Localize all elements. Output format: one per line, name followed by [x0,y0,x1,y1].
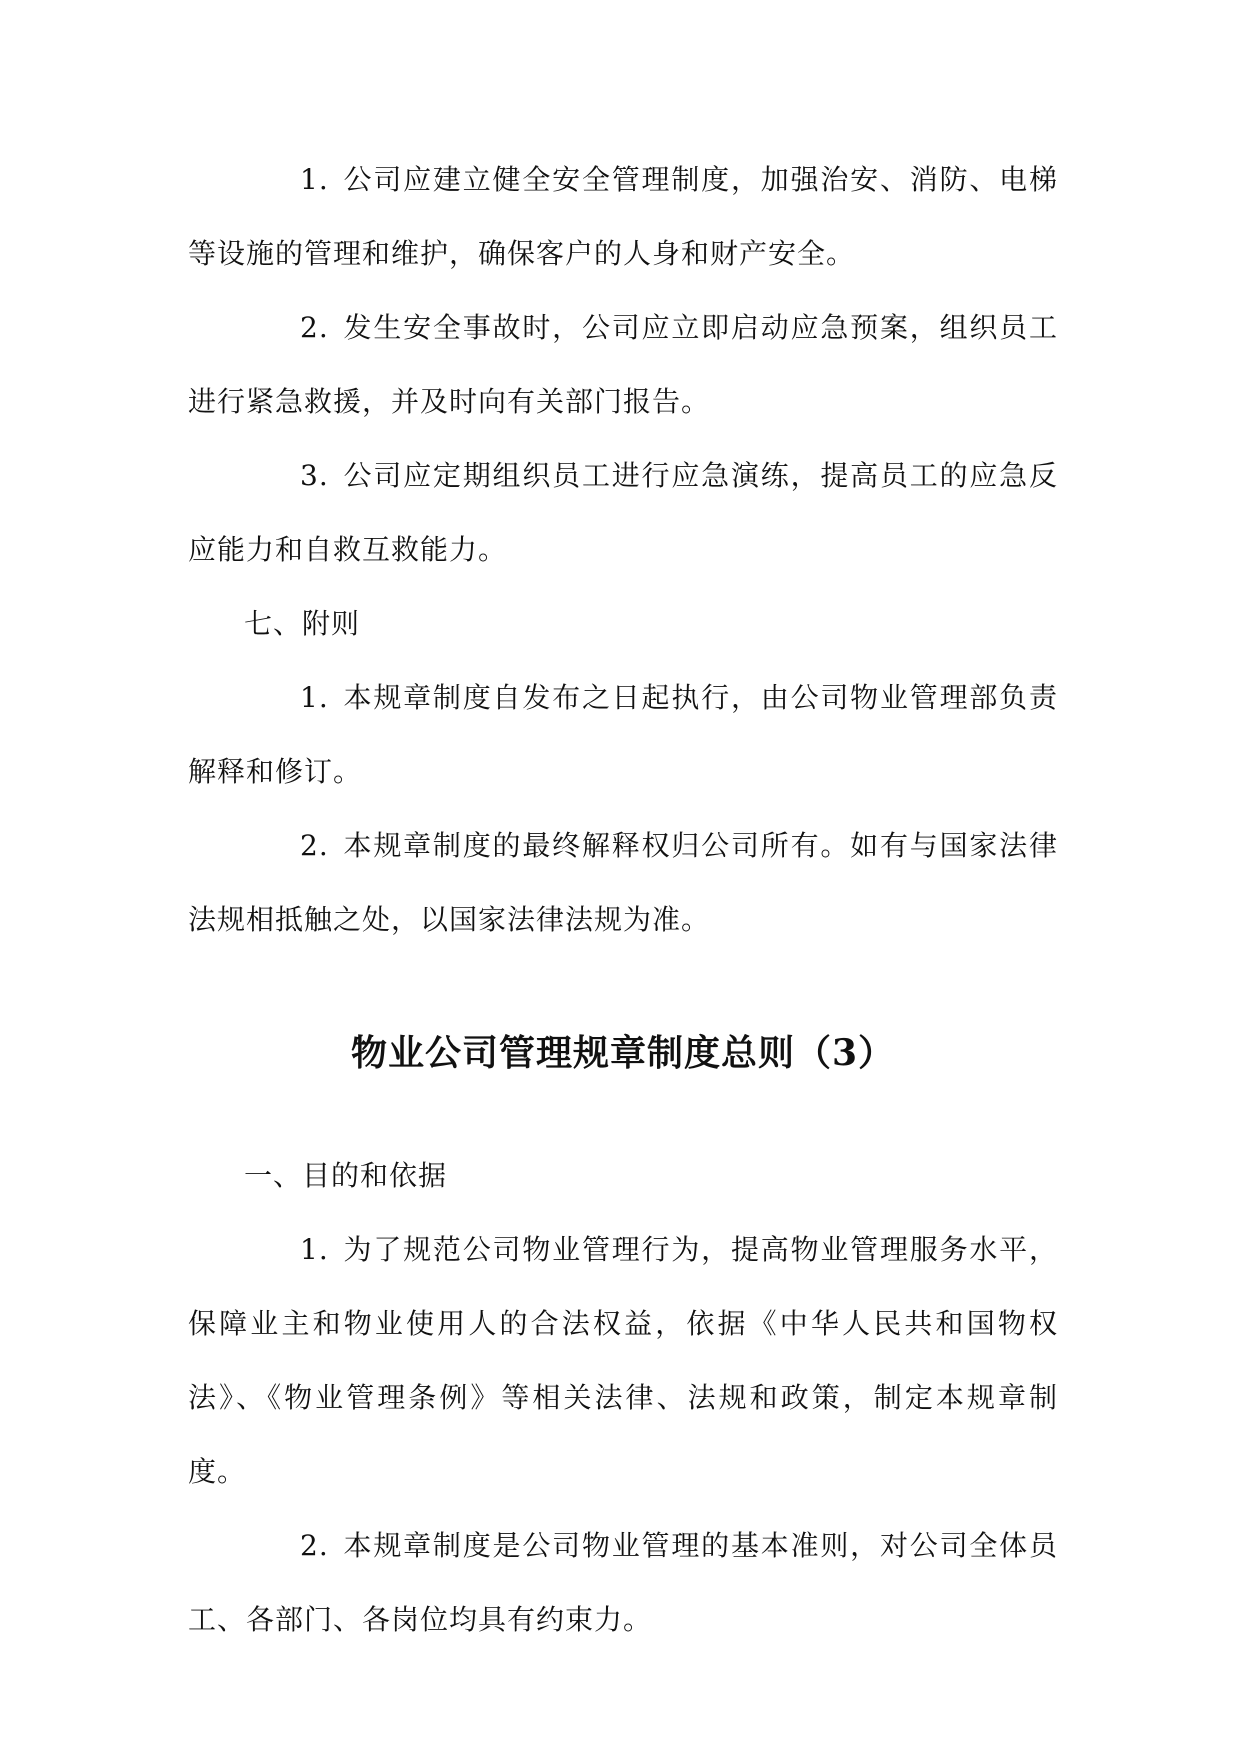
item-text: 本规章制度自发布之日起执行，由公司物业管理部负责解释和修订。 [188,681,1058,788]
paragraph-purpose-1 [188,1213,1058,1509]
item-text: 公司应建立健全安全管理制度，加强治安、消防、电梯等设施的管理和维护，确保客户的人身和财产安全。 [188,163,1058,270]
item-text: 公司应定期组织员工进行应急演练，提高员工的应急反应能力和自救互救能力。 [188,459,1058,566]
section-heading-purpose: 一、目的和依据 [244,1159,448,1192]
item-number: 1. [300,163,329,196]
item-text: 本规章制度的最终解释权归公司所有。如有与国家法律法规相抵触之处，以国家法律法规为准。 [188,829,1058,936]
paragraph-supplementary-2 [188,809,1058,957]
item-number: 1. [300,1233,329,1266]
item-number: 1. [300,681,329,714]
paragraph-safety-3 [188,439,1058,587]
paragraph-purpose-2 [188,1509,1058,1657]
item-number: 3. [300,459,329,492]
document-title: 物业公司管理规章制度总则（3） [350,1032,896,1074]
item-number: 2. [300,311,329,344]
section-heading-supplementary: 七、附则 [244,607,361,640]
paragraph-supplementary-1 [188,661,1058,809]
paragraph-safety-1 [188,143,1058,291]
document-content [188,143,1058,1657]
item-text: 为了规范公司物业管理行为，提高物业管理服务水平，保障业主和物业使用人的合法权益，依据《中华人民共和国物权法》、《物业管理条例》等相关法律、法规和政策，制定本规章制度。 [188,1233,1058,1488]
item-number: 2. [300,829,329,862]
item-text: 发生安全事故时，公司应立即启动应急预案，组织员工进行紧急救援，并及时向有关部门报告。 [188,311,1058,418]
item-text: 本规章制度是公司物业管理的基本准则，对公司全体员工、各部门、各岗位均具有约束力。 [188,1529,1058,1636]
paragraph-safety-2 [188,291,1058,439]
item-number: 2. [300,1529,329,1562]
